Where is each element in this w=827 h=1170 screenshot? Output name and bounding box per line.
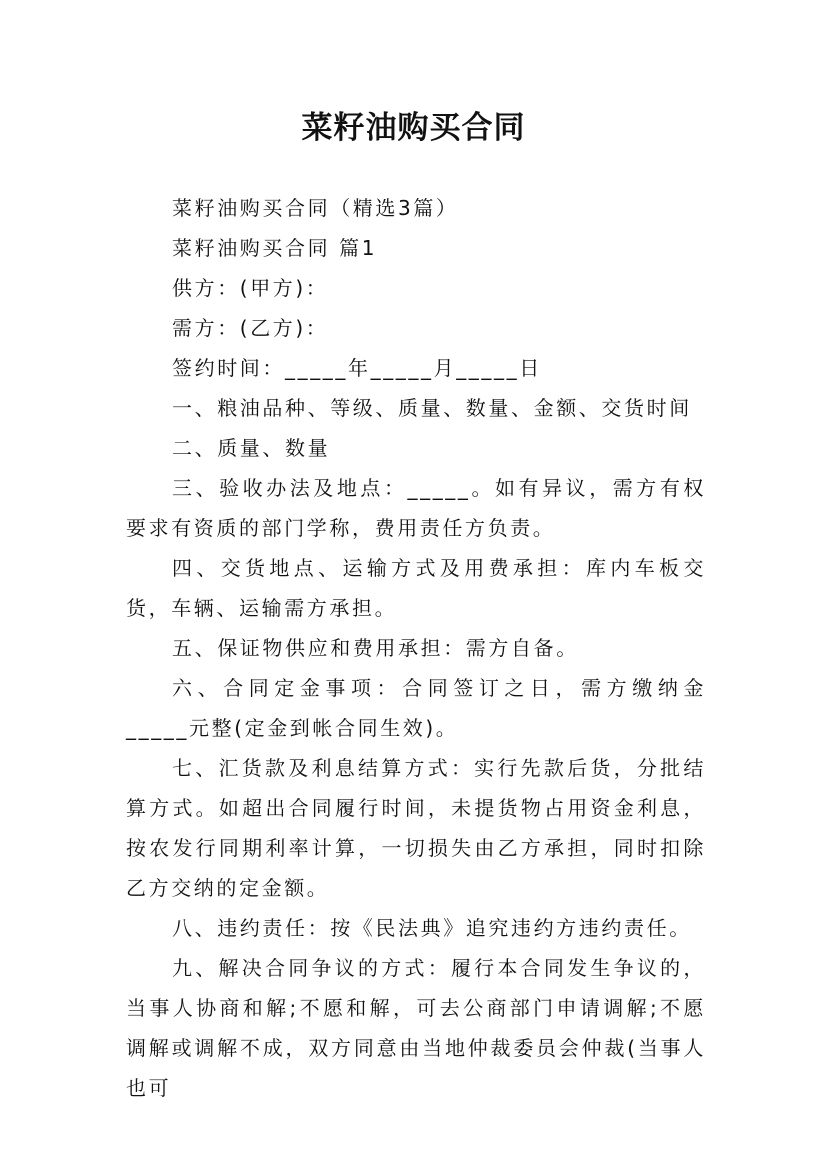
paragraph-clause-4: 四、交货地点、运输方式及用费承担：库内车板交货，车辆、运输需方承担。 <box>126 556 706 620</box>
paragraph-clause-8: 八、违约责任：按《民法典》追究违约方违约责任。 <box>172 916 692 940</box>
paragraph-clause-9: 九、解决合同争议的方式：履行本合同发生争议的，当事人协商和解;不愿和解，可去公商部门申请调解;不愿调解或调解不成，双方同意由当地仲裁委员会仲裁(当事人也可 <box>126 956 706 1100</box>
paragraph-subtitle: 菜籽油购买合同（精选3篇） <box>172 196 459 220</box>
paragraph-buyer: 需方：(乙方)： <box>172 316 329 340</box>
paragraph-sign-date: 签约时间：_____年_____月_____日 <box>172 356 542 380</box>
paragraph-clause-7: 七、汇货款及利息结算方式：实行先款后货，分批结算方式。如超出合同履行时间，未提货物占用资金利息，按农发行同期利率计算，一切损失由乙方承担，同时扣除乙方交纳的定金额。 <box>126 756 706 900</box>
paragraph-clause-5: 五、保证物供应和费用承担：需方自备。 <box>172 636 579 660</box>
document-title: 菜籽油购买合同 <box>301 110 526 146</box>
paragraph-clause-6: 六、合同定金事项：合同签订之日，需方缴纳金_____元整(定金到帐合同生效)。 <box>126 676 706 740</box>
paragraph-section-heading: 菜籽油购买合同 篇1 <box>172 236 378 260</box>
paragraph-clause-2: 二、质量、数量 <box>172 436 331 460</box>
document-body <box>126 188 706 1108</box>
paragraph-supplier: 供方：(甲方)： <box>172 276 329 300</box>
paragraph-clause-1: 一、粮油品种、等级、质量、数量、金额、交货时间 <box>172 396 692 420</box>
paragraph-clause-3: 三、验收办法及地点：_____。如有异议，需方有权要求有资质的部门学称，费用责任方负责。 <box>126 476 706 540</box>
